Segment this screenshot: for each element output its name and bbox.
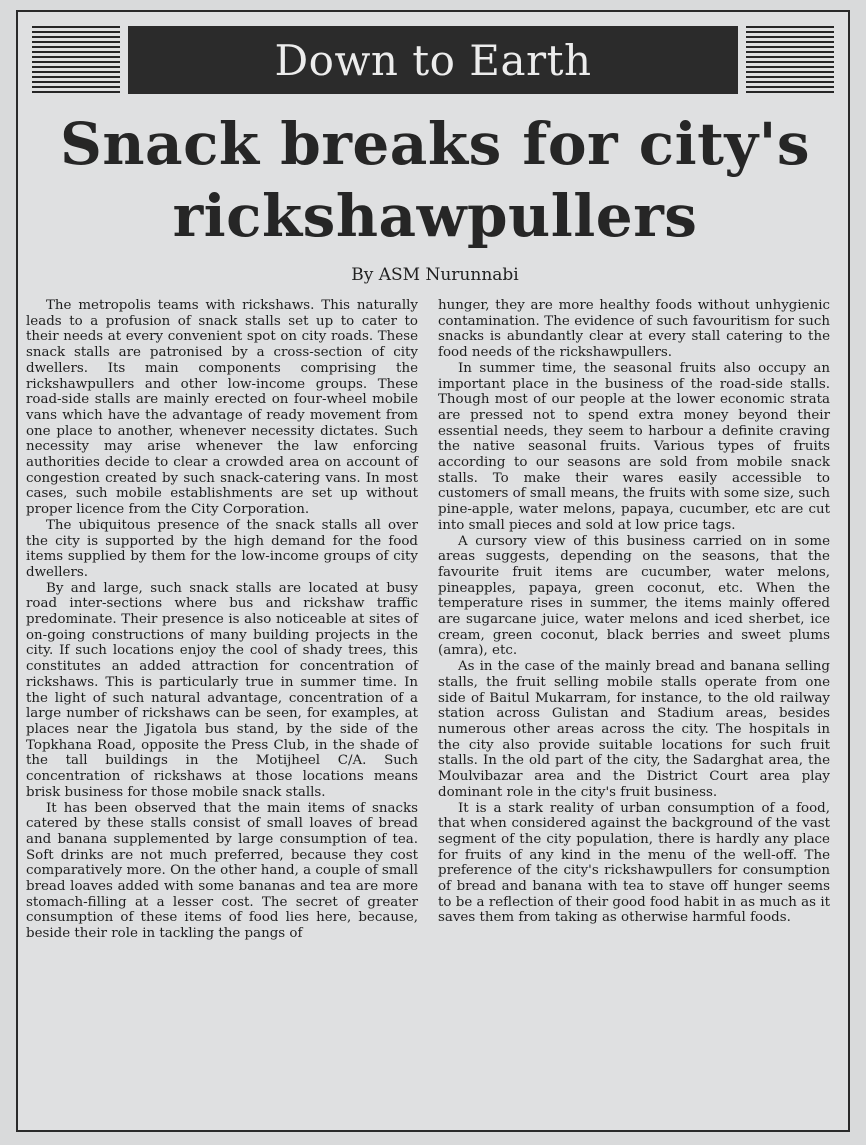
paragraph: It is a stark reality of urban consumption of a food, that when considered against the background of the vast segment of the city population, there is hardly any place for fruits of any kind in the menu of the well-off. The preference of the city's rickshawpullers for consumption of bread and banana with tea to stave off hunger seems to be a reflection of their good food habit in as much as it saves them from taking as otherwise harmful foods. [438,800,830,926]
paragraph: The metropolis teams with rickshaws. This naturally leads to a profusion of snack stalls set up to cater to their needs at every convenient spot on city roads. These snack stalls are patronised by a cross-section of city dwellers. Its main components comprising the rickshawpullers and other low-income groups. These road-side stalls are mainly erected on four-wheel mobile vans which have the advantage of ready movement from one place to another, whenever necessity dictates. Such necessity may arise whenever the law enforcing authorities decide to clear a crowded area on account of congestion created by such snack-catering vans. In most cases, such mobile establishments are set up without proper licence from the City Corporation. [26,298,418,518]
paragraph: As in the case of the mainly bread and banana selling stalls, the fruit selling mobile stalls operate from one side of Baitul Mukarram, for instance, to the old railway station across Gulistan and Stadium areas, besides numerous other areas across the city. The hospitals in the city also provide suitable locations for such fruit stalls. In the old part of the city, the Sadarghat area, the Moulvibazar area and the District Court area play dominant role in the city's fruit business. [438,659,830,800]
paragraph: In summer time, the seasonal fruits also occupy an important place in the business of the road-side stalls. Though most of our people at the lower economic strata are pressed not to spend extra money beyond their essential needs, they seem to harbour a definite craving the native seasonal fruits. Various types of fruits according to our seasons are sold from mobile snack stalls. To make their wares easily accessible to customers of small means, the fruits with some size, such pine-apple, water melons, papaya, cucumber, etc are cut into small pieces and sold at low price tags. [438,360,830,533]
column-banner [32,26,834,94]
headline-line-1: Snack breaks for city's [59,110,811,178]
paragraph: By and large, such snack stalls are located at busy road inter-sections where bus and rickshaw traffic predominate. Their presence is also noticeable at sites of on-going constructions of many building projects in the city. If such locations enjoy the cool of shady trees, this constitutes an added attraction for concentration of rickshaws. This is particularly true in summer time. In the light of such natural advantage, concentration of a large number of rickshaws can be seen, for examples, at places near the Jigatola bus stand, by the side of the Topkhana Road, opposite the Press Club, in the shade of the tall buildings in the Motijheel C/A. Such concentration of rickshaws at those locations means brisk business for those mobile snack stalls. [26,580,418,800]
paragraph-continuation: hunger, they are more healthy foods without unhygienic contamination. The evidence of such favouritism for such snacks is abundantly clear at every stall catering to the food needs of the rickshawpullers. [438,298,830,361]
banner-stripes-right [746,26,834,94]
paragraph: It has been observed that the main items of snacks catered by these stalls consist of small loaves of bread and banana supplemented by large consumption of tea. Soft drinks are not much preferred, because they cost comparatively more. On the other hand, a couple of small bread loaves added with some bananas and tea are more stomach-filling at a lesser cost. The secret of greater consumption of these items of food lies here, because, beside their role in tackling the pangs of [26,800,418,942]
headline [28,108,842,252]
article-column-left [26,298,418,942]
banner-title: Down to Earth [128,26,738,94]
newspaper-clipping [16,10,850,1132]
banner-stripes-left [32,26,120,94]
headline-line-2: rickshawpullers [172,182,698,250]
article-column-right [438,298,830,926]
paragraph: The ubiquitous presence of the snack stalls all over the city is supported by the high demand for the food items supplied by them for the low-income groups of city dwellers. [26,517,418,580]
paragraph: A cursory view of this business carried on in some areas suggests, depending on the seasons, that the favourite fruit items are cucumber, water melons, pineapples, papaya, green coconut, etc. When the temperature rises in summer, the items mainly offered are sugarcane juice, water melons and iced sherbet, ice cream, green coconut, black berries and sweet plums (amra), etc. [438,533,830,659]
byline: By ASM Nurunnabi [351,265,519,285]
